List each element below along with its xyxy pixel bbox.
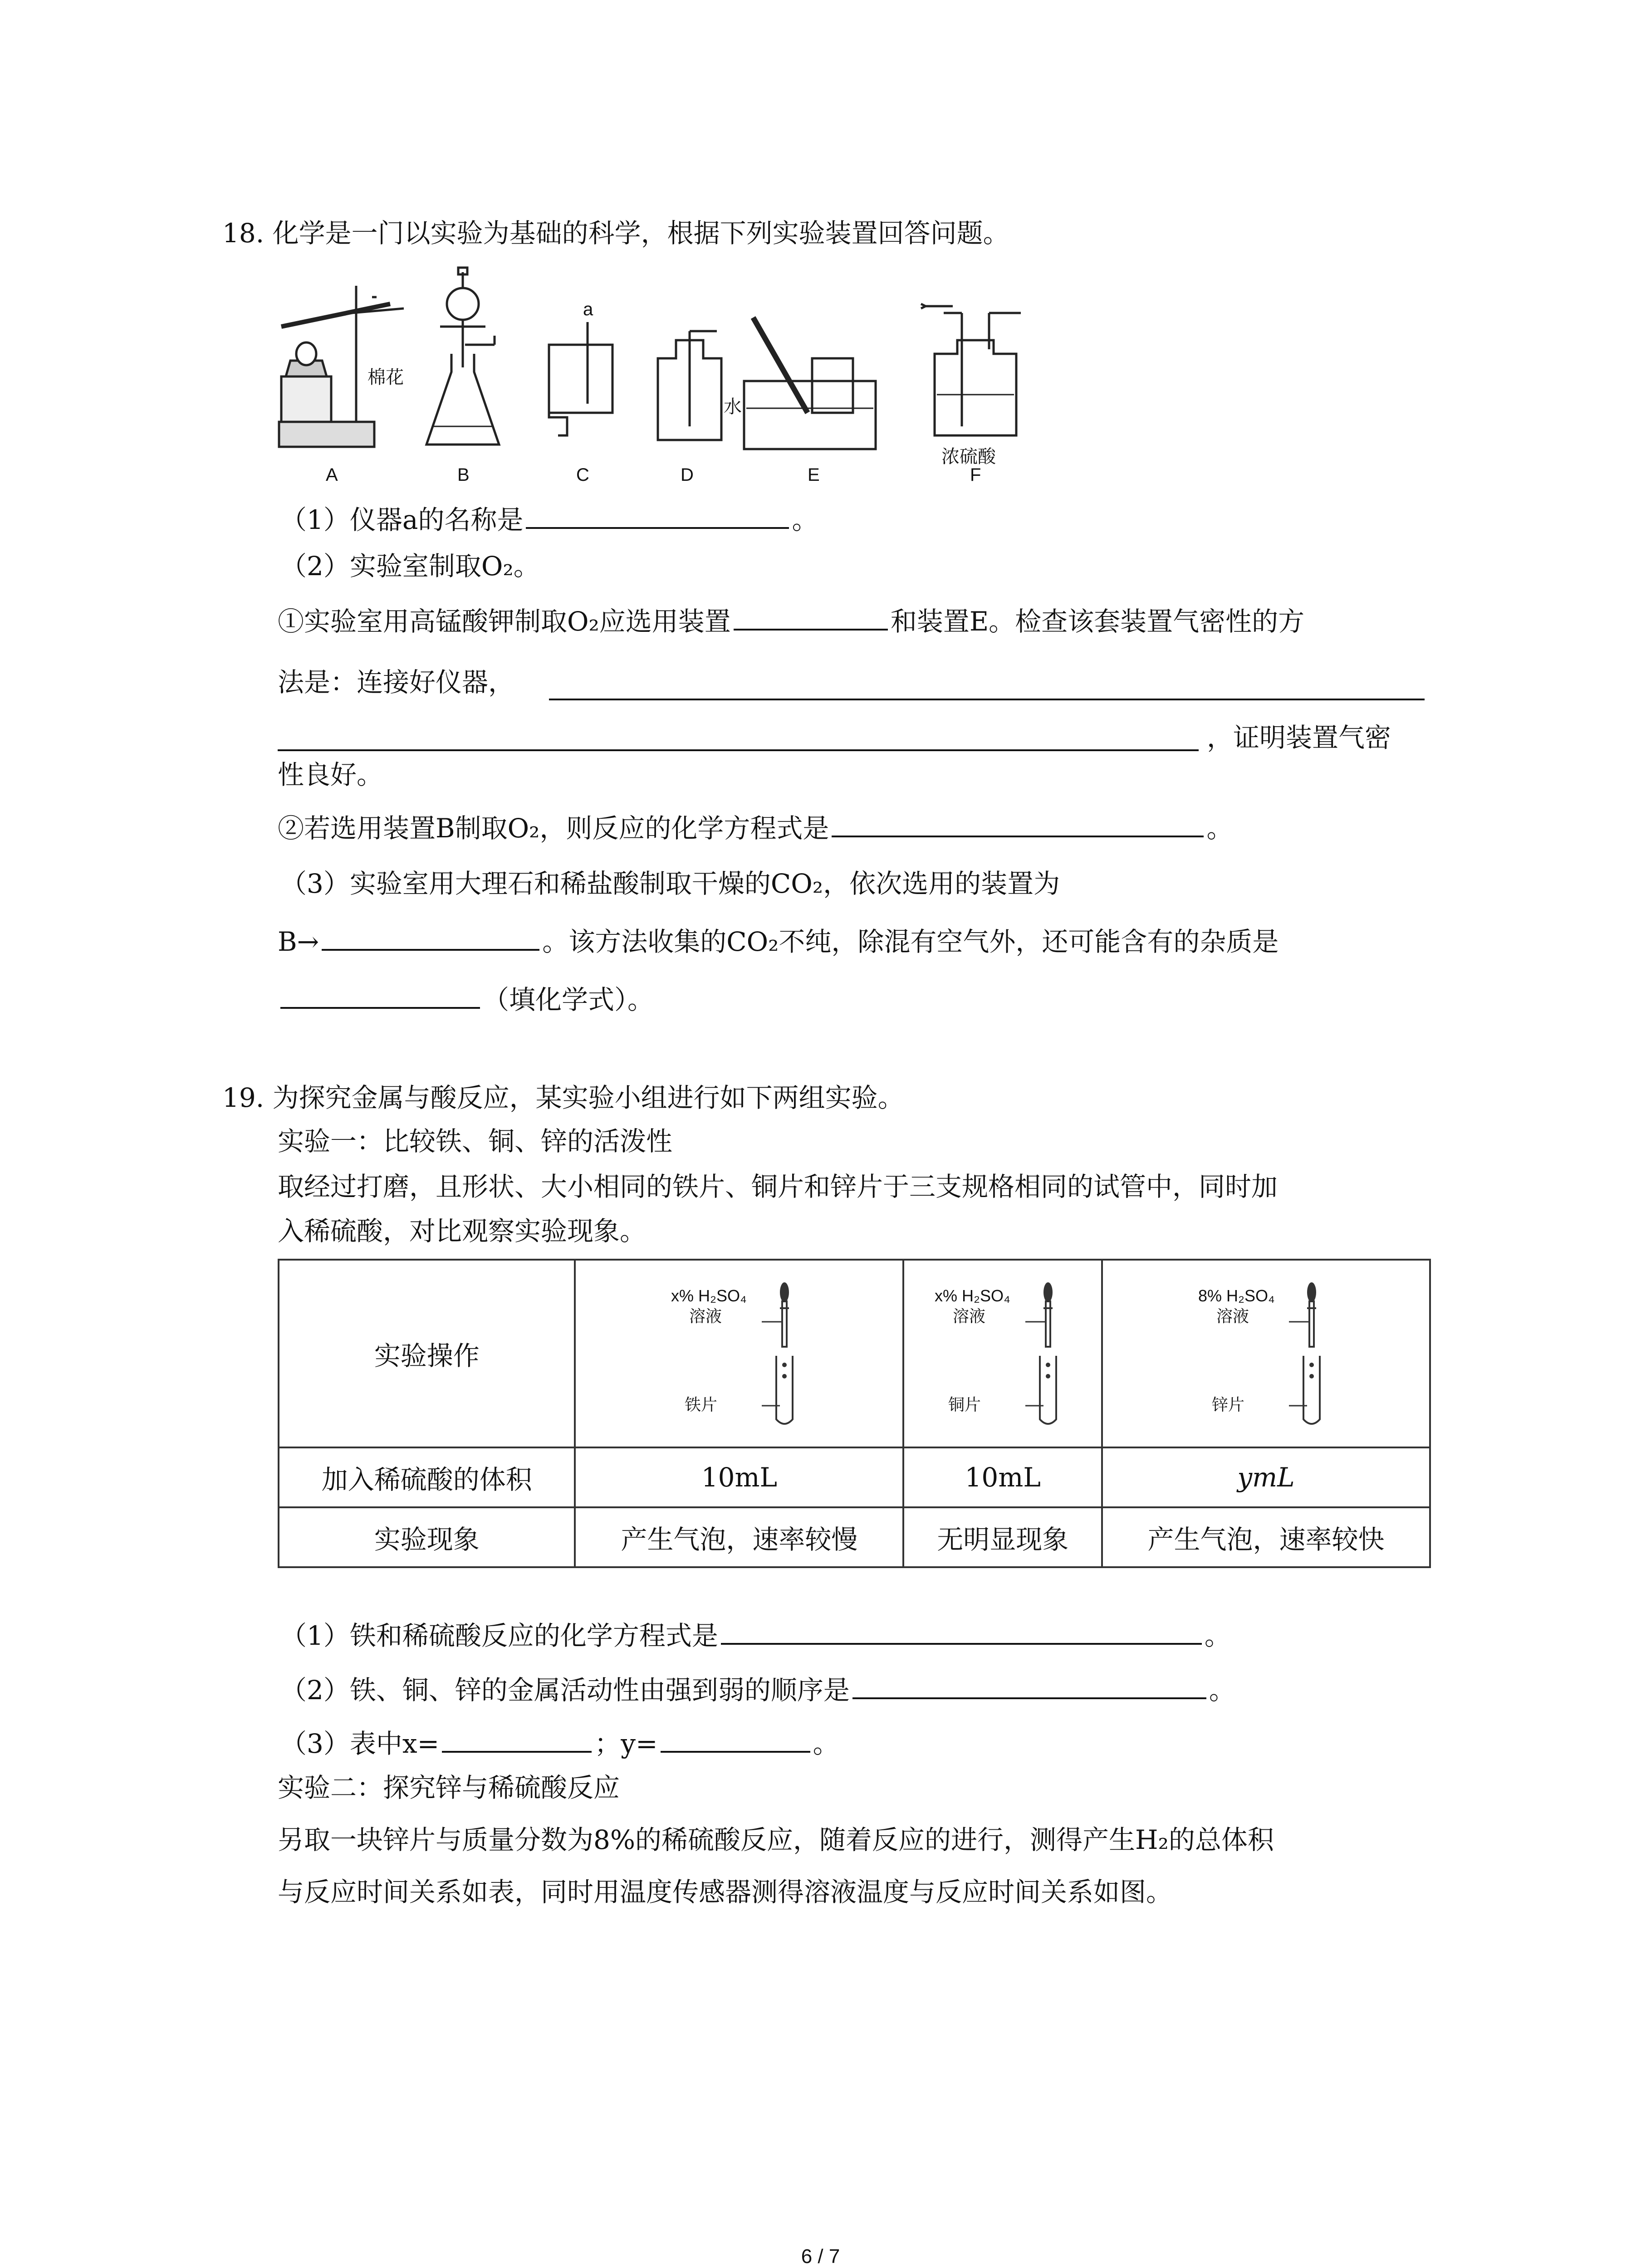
label-D: D — [681, 465, 694, 485]
svg-text:溶液: 溶液 — [1216, 1307, 1249, 1325]
dropper-tube-diagram — [935, 1274, 1071, 1433]
q19-title: 19. 为探究金属与酸反应，某实验小组进行如下两组实验。 — [222, 1082, 904, 1113]
q18-part2-2: ②若选用装置B制取O₂，则反应的化学方程式是 。 — [278, 813, 1233, 844]
q18-part2: （2）实验室制取O₂。 — [280, 551, 540, 582]
table-cell: ymL — [1102, 1447, 1430, 1507]
label-A: A — [326, 465, 338, 485]
answer-blank[interactable] — [832, 812, 1204, 837]
answer-blank[interactable] — [852, 1674, 1206, 1699]
row-header: 实验现象 — [279, 1507, 575, 1567]
table-cell: 无明显现象 — [903, 1507, 1102, 1567]
q18-part1: （1）仪器a的名称是 。 — [280, 504, 818, 535]
q18-part2-1e: 性良好。 — [278, 759, 383, 790]
exp1-desc2: 入稀硫酸，对比观察实验现象。 — [278, 1216, 647, 1246]
answer-line[interactable] — [549, 699, 1425, 700]
row-header: 实验操作 — [279, 1260, 575, 1447]
experiment-table — [278, 1259, 1431, 1568]
exp2-desc1: 另取一块锌片与质量分数为8%的稀硫酸反应，随着反应的进行，测得产生H₂的总体积 — [278, 1824, 1274, 1855]
answer-blank[interactable] — [721, 1619, 1202, 1645]
label-cotton: 棉花 — [367, 367, 404, 387]
label-a: a — [583, 299, 593, 319]
answer-line[interactable] — [278, 749, 1199, 751]
dropper-tube-diagram — [1198, 1274, 1334, 1433]
dropper-tube-diagram — [671, 1274, 807, 1433]
svg-text:锌片: 锌片 — [1211, 1395, 1244, 1414]
q19-sub2: （2）铁、铜、锌的金属活动性由强到弱的顺序是 。 — [280, 1675, 1235, 1706]
exp1-desc1: 取经过打磨，且形状、大小相同的铁片、铜片和锌片于三支规格相同的试管中，同时加 — [278, 1171, 1278, 1202]
table-cell: 10mL — [903, 1447, 1102, 1507]
label-water: 水 — [724, 397, 742, 417]
label-acid: 浓硫酸 — [941, 447, 996, 467]
table-cell: 产生气泡，速率较快 — [1102, 1507, 1430, 1567]
table-row — [279, 1447, 1430, 1507]
q19-sub1: （1）铁和稀硫酸反应的化学方程式是 。 — [280, 1620, 1231, 1651]
apparatus-d — [658, 331, 721, 440]
table-row — [279, 1507, 1430, 1567]
exp1-title: 实验一：比较铁、铜、锌的活泼性 — [278, 1126, 673, 1157]
svg-text:8% H₂SO₄: 8% H₂SO₄ — [1198, 1286, 1275, 1305]
answer-blank[interactable] — [322, 925, 539, 951]
exp2-title: 实验二：探究锌与稀硫酸反应 — [278, 1772, 620, 1803]
q18-part3b: B→ 。该方法收集的CO₂不纯，除混有空气外，还可能含有的杂质是 — [278, 926, 1279, 957]
q18-part2-1d: ，证明装置气密 — [1207, 722, 1391, 753]
label-E: E — [808, 465, 820, 485]
answer-blank[interactable] — [280, 983, 480, 1009]
svg-text:溶液: 溶液 — [689, 1307, 722, 1325]
apparatus-c — [549, 299, 612, 435]
row-header: 加入稀硫酸的体积 — [279, 1447, 575, 1507]
svg-text:铜片: 铜片 — [948, 1395, 981, 1414]
answer-blank-y[interactable] — [661, 1727, 810, 1753]
q18-title: 18. 化学是一门以实验为基础的科学，根据下列实验装置回答问题。 — [222, 218, 1009, 249]
tube-cell-iron — [575, 1260, 903, 1447]
table-cell: 10mL — [575, 1447, 903, 1507]
svg-text:x% H₂SO₄: x% H₂SO₄ — [671, 1286, 747, 1305]
answer-blank[interactable] — [526, 503, 789, 529]
tube-cell-copper — [903, 1260, 1102, 1447]
apparatus-figure — [272, 263, 1043, 499]
q18-part2-1: ①实验室用高锰酸钾制取O₂应选用装置 和装置E。检查该套装置气密性的方 — [278, 606, 1305, 637]
q18-part3: （3）实验室用大理石和稀盐酸制取干燥的CO₂，依次选用的装置为 — [280, 868, 1060, 899]
apparatus-a — [279, 286, 404, 447]
q19-sub3: （3）表中x= ；y= 。 — [280, 1728, 839, 1759]
answer-blank[interactable] — [734, 605, 888, 631]
svg-text:x% H₂SO₄: x% H₂SO₄ — [935, 1286, 1010, 1305]
apparatus-b — [426, 268, 499, 445]
apparatus-f — [921, 304, 1021, 467]
label-F: F — [970, 465, 981, 485]
svg-text:溶液: 溶液 — [953, 1307, 986, 1325]
answer-blank-x[interactable] — [442, 1727, 592, 1753]
tube-cell-zinc — [1102, 1260, 1430, 1447]
label-B: B — [457, 465, 470, 485]
page-number: 6 / 7 — [801, 2245, 840, 2268]
table-row — [279, 1260, 1430, 1447]
table-cell: 产生气泡，速率较慢 — [575, 1507, 903, 1567]
label-C: C — [576, 465, 589, 485]
exp2-desc2: 与反应时间关系如表，同时用温度传感器测得溶液温度与反应时间关系如图。 — [278, 1877, 1173, 1907]
svg-text:铁片: 铁片 — [685, 1395, 718, 1414]
apparatus-e — [724, 318, 876, 449]
q18-part3c: （填化学式）。 — [278, 983, 654, 1016]
q18-part2-1c: 法是：连接好仪器， — [278, 667, 515, 698]
